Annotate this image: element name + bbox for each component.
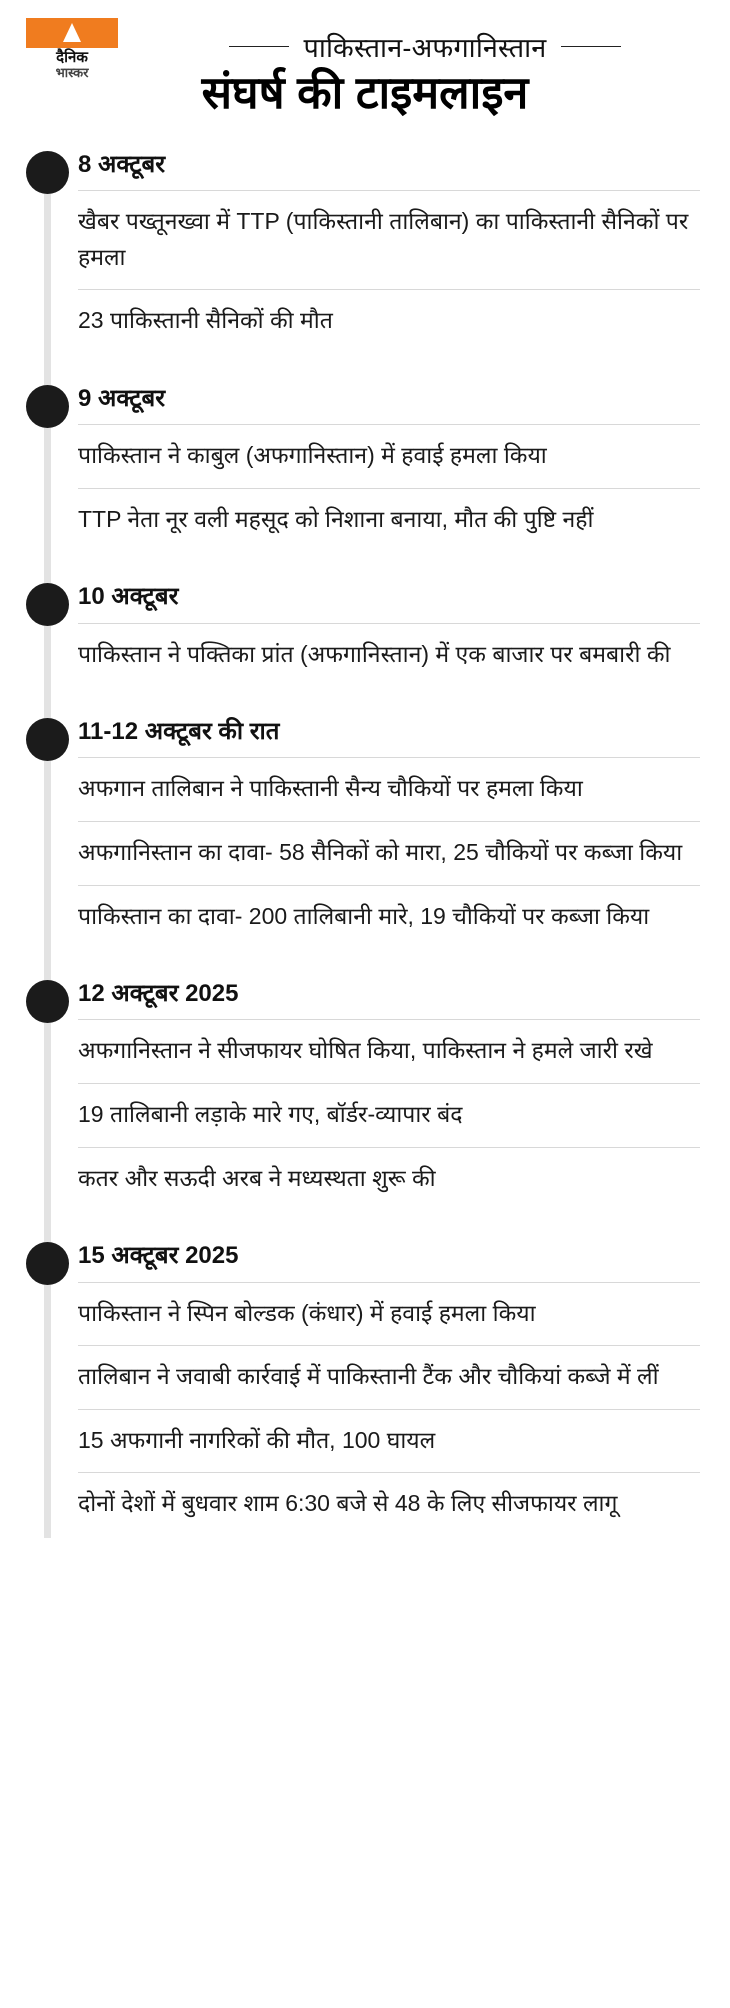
timeline-dot-icon xyxy=(26,980,69,1023)
brand-logo-line1: दैनिक xyxy=(56,49,88,66)
brand-logo-line2: भास्कर xyxy=(55,64,89,80)
event-items xyxy=(78,623,700,687)
list-item: पाकिस्तान ने काबुल (अफगानिस्तान) में हवाई हमला किया xyxy=(78,424,700,488)
event-gap xyxy=(0,952,730,972)
event-items xyxy=(78,424,700,551)
event-date: 8 अक्टूबर xyxy=(78,150,166,178)
timeline-event xyxy=(0,143,730,353)
event-date: 15 अक्टूबर 2025 xyxy=(78,1242,239,1270)
list-item: पाकिस्तान का दावा- 200 तालिबानी मारे, 19 चौकियों पर कब्जा किया xyxy=(78,885,700,949)
event-items xyxy=(78,1019,700,1210)
event-gap xyxy=(0,690,730,710)
event-date: 12 अक्टूबर 2025 xyxy=(78,980,239,1008)
kicker-text: पाकिस्तान-अफगानिस्तान xyxy=(303,33,547,63)
timeline-event xyxy=(0,377,730,551)
timeline-event xyxy=(0,972,730,1210)
event-date: 10 अक्टूबर xyxy=(78,583,179,611)
list-item: तालिबान ने जवाबी कार्रवाई में पाकिस्तानी टैंक और चौकियां कब्जे में लीं xyxy=(78,1345,700,1409)
timeline-dot-icon xyxy=(26,385,69,428)
event-gap xyxy=(0,357,730,377)
event-items xyxy=(78,1282,700,1537)
bhaskar-logo-icon xyxy=(26,18,118,48)
list-item: दोनों देशों में बुधवार शाम 6:30 बजे से 48 के लिए सीजफायर लागू xyxy=(78,1472,700,1536)
brand-logo xyxy=(26,18,118,80)
brand-logo-text xyxy=(56,50,89,79)
timeline-event xyxy=(0,575,730,686)
list-item: अफगानिस्तान का दावा- 58 सैनिकों को मारा, 25 चौकियों पर कब्जा किया xyxy=(78,821,700,885)
event-items xyxy=(78,757,700,948)
page-title: संघर्ष की टाइमलाइन xyxy=(201,67,529,118)
timeline-dot-icon xyxy=(26,718,69,761)
timeline-dot-icon xyxy=(26,1242,69,1285)
list-item: अफगानिस्तान ने सीजफायर घोषित किया, पाकिस्तान ने हमले जारी रखे xyxy=(78,1019,700,1083)
event-date: 11-12 अक्टूबर की रात xyxy=(78,718,280,746)
timeline-dot-icon xyxy=(26,151,69,194)
timeline-event xyxy=(0,1234,730,1536)
event-items xyxy=(78,190,700,353)
list-item: पाकिस्तान ने पक्तिका प्रांत (अफगानिस्तान) में एक बाजार पर बमबारी की xyxy=(78,623,700,687)
timeline-dot-icon xyxy=(26,583,69,626)
kicker-row xyxy=(30,28,700,65)
event-date: 9 अक्टूबर xyxy=(78,384,166,412)
list-item: अफगान तालिबान ने पाकिस्तानी सैन्य चौकियों पर हमला किया xyxy=(78,757,700,821)
timeline-event xyxy=(0,710,730,948)
kicker-rule-right xyxy=(561,46,621,47)
list-item: पाकिस्तान ने स्पिन बोल्डक (कंधार) में हवाई हमला किया xyxy=(78,1282,700,1346)
event-gap xyxy=(0,1214,730,1234)
kicker-rule-left xyxy=(229,46,289,47)
event-gap xyxy=(0,555,730,575)
list-item: 19 तालिबानी लड़ाके मारे गए, बॉर्डर-व्यापार बंद xyxy=(78,1083,700,1147)
list-item: 23 पाकिस्तानी सैनिकों की मौत xyxy=(78,289,700,353)
list-item: कतर और सऊदी अरब ने मध्यस्थता शुरू की xyxy=(78,1147,700,1211)
list-item: TTP नेता नूर वली महसूद को निशाना बनाया, मौत की पुष्टि नहीं xyxy=(78,488,700,552)
timeline xyxy=(0,129,730,1564)
list-item: खैबर पख्तूनख्वा में TTP (पाकिस्तानी तालिबान) का पाकिस्तानी सैनिकों पर हमला xyxy=(78,190,700,289)
list-item: 15 अफगानी नागरिकों की मौत, 100 घायल xyxy=(78,1409,700,1473)
header xyxy=(0,0,730,129)
